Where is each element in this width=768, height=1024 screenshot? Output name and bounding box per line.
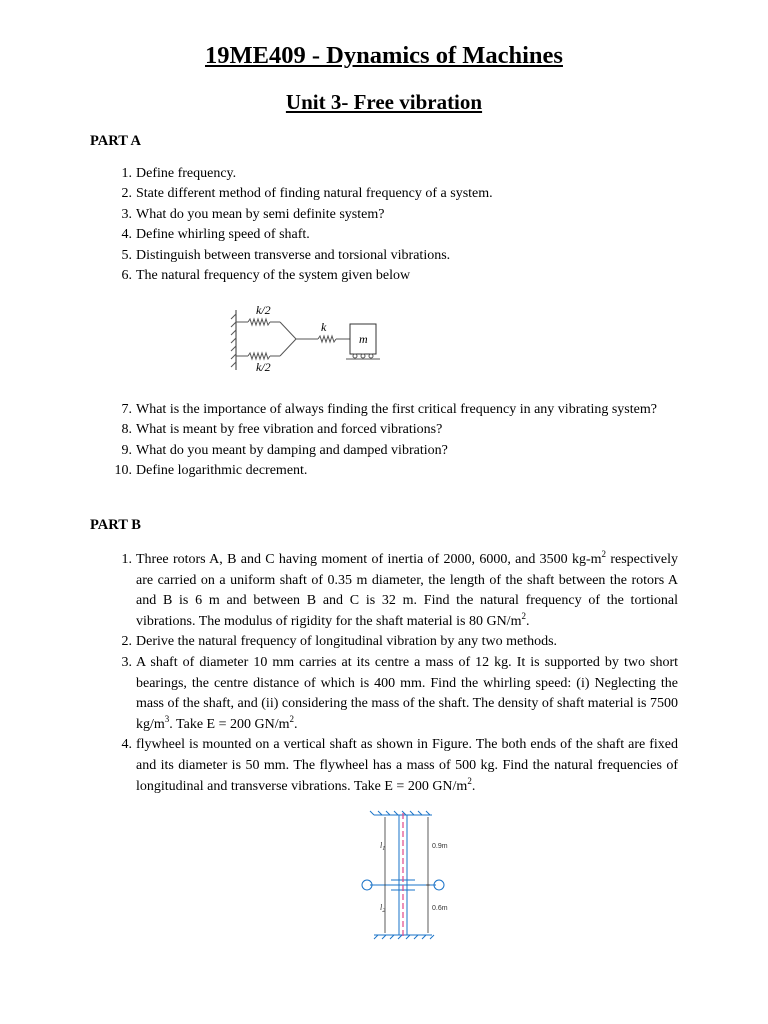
list-item: 10. Define logarithmic decrement. [114,463,308,479]
list-item: 2. State different method of finding natural frequency of a system. [121,186,493,202]
unit-title: Unit 3- Free vibration [285,90,483,114]
list-item: 1. Define frequency. [121,166,237,181]
length-bottom-label: 0.6m [432,905,448,912]
part-b-list [0,550,678,797]
spring-mid-label: k [321,320,327,334]
list-item: 9. What do you meant by damping and damped vibration? [121,442,448,458]
length-l1-label: $l_1$ [380,841,386,852]
part-a-heading: PART A [90,133,141,149]
list-item: 7. What is the importance of always finding the first critical frequency in any vibrating system? [121,402,657,417]
spring-bottom-label: k/2 [256,360,271,374]
spring-mass-figure [228,300,398,378]
part-b-heading: PART B [90,517,141,533]
list-item: 2. Derive the natural frequency of longitudinal vibration by any two methods. [121,634,558,650]
length-l2-label: $l_2$ [380,903,386,914]
spring-top-label: k/2 [256,303,271,317]
list-item: 5. Distinguish between transverse and torsional vibrations. [121,247,451,263]
list-item: 6. The natural frequency of the system given below [121,268,411,284]
list-item: 3. A shaft of diameter 10 mm carries at its centre a mass of 12 kg. It is supported by two short bearings, the centre distance of which is 400 mm. Find the whirling speed: (i) Neglecting the mass of the shaft, and (ii) considering the mass of the shaft. The density of shaft material is 7500 $kg/m^3$. Take E = 200 $GN/m^2$. [121,654,678,732]
list-item: 8. What is meant by free vibration and forced vibrations? [121,422,443,438]
length-top-label: 0.9m [432,843,448,850]
list-item: 3. What do you mean by semi definite system? [121,206,385,222]
list-item: 4. Define whirling speed of shaft. [121,227,310,243]
part-a-list-1 [0,164,678,286]
list-item: 1. Three rotors A, B and C having moment of inertia of 2000, 6000, and 3500 $kg-m^2$ respectively are carried on a uniform shaft of 0.35 m diameter, the length of the shaft between the rotors A and B is 6 m and between B and C is 32 m. Find the natural frequency of the tortional vibrations. The modulus of rigidity for the shaft material is 80 $GN/m^2$. [121,549,678,629]
vertical-shaft-figure [352,810,452,940]
mass-label: m [359,332,368,346]
document-title: 19ME409 - Dynamics of Machines [205,42,563,69]
list-item: 4. flywheel is mounted on a vertical shaft as shown in Figure. The both ends of the shaft are fixed and its diameter is 50 mm. The flywheel has a mass of 500 kg. Find the natural frequencies of longitudinal and transverse vibrations. Take E = 200 $GN/m^2$. [121,737,678,794]
part-a-list-2 [0,400,678,482]
